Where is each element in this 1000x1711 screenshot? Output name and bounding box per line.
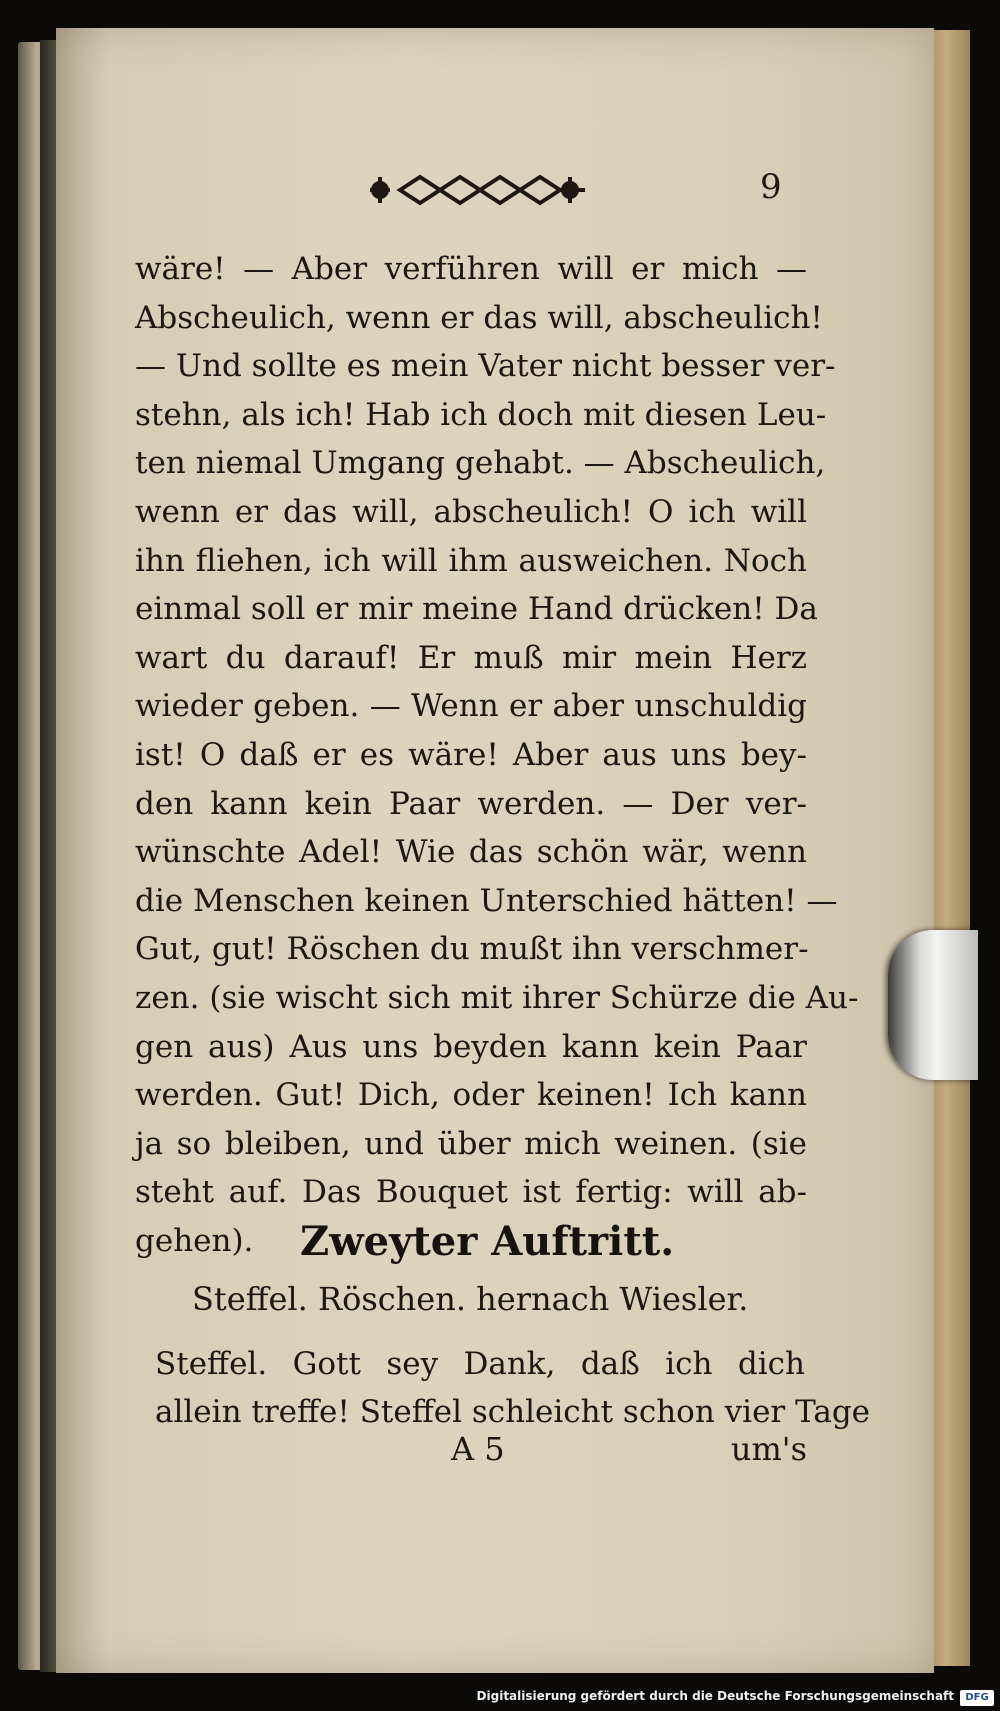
ornament-icon [360,165,590,215]
character-list: Steffel. Röschen. hernach Wiesler. [192,1280,749,1318]
page-clip [888,930,978,1080]
text-line: — Und sollte es mein Vater nicht besser ver- [135,348,836,385]
text-line: einmal soll er mir meine Hand drücken! Da [135,591,818,628]
text-line: ihn fliehen, ich will ihm ausweichen. Noch [135,542,807,579]
dialogue-line: Steffel. Gott sey Dank, daß ich dich [155,1346,805,1382]
text-line: gehen). [135,1222,254,1259]
text-line: ja so bleiben, und über mich weinen. (sie [135,1125,807,1162]
text-line: wieder geben. — Wenn er aber unschuldig [135,688,807,725]
text-line: zen. (sie wischt sich mit ihrer Schürze die Au- [135,979,859,1016]
page-number: 9 [760,167,782,207]
text-line: wäre! — Aber verführen will er mich — [135,251,807,287]
text-line: wünschte Adel! Wie das schön wär, wenn [135,834,807,871]
text-line: stehn, als ich! Hab ich doch mit diesen Leu- [135,396,827,433]
dfg-logo [960,1690,994,1706]
text-line: Abscheulich, wenn er das will, abscheulich! [135,299,823,336]
page-footer [135,1430,807,1480]
text-line: den kann kein Paar werden. — Der ver- [135,785,807,822]
text-line: die Menschen keinen Unterschied hätten! — [135,882,838,919]
signature-mark: A 5 [451,1430,505,1468]
credit-bar [0,1686,1000,1711]
text-line: wart du darauf! Er muß mir mein Herz [135,639,807,676]
dialogue [155,1340,871,1436]
body-text [135,245,859,1265]
digitization-credit: Digitalisierung gefördert durch die Deutsche Forschungsgemeinschaft [476,1689,954,1703]
text-line: gen aus) Aus uns beyden kann kein Paar [135,1028,807,1065]
text-line: werden. Gut! Dich, oder keinen! Ich kann [135,1077,807,1114]
text-line: Gut, gut! Röschen du mußt ihn verschmer- [135,931,809,968]
dialogue-line: allein treffe! Steffel schleicht schon vier Tage [155,1394,871,1430]
page-header [130,165,810,215]
text-line: steht auf. Das Bouquet ist fertig: will ab- [135,1174,807,1211]
page-stack-edge [930,30,970,1666]
scene-title: Zweyter Auftritt. [300,1218,675,1265]
text-line: ist! O daß er es wäre! Aber aus uns bey- [135,736,807,773]
catchword: um's [730,1430,807,1468]
text-line: ten niemal Umgang gehabt. — Abscheulich, [135,445,826,482]
dfg-logo-text: DFG [965,1692,989,1703]
text-line: wenn er das will, abscheulich! O ich will [135,493,807,530]
